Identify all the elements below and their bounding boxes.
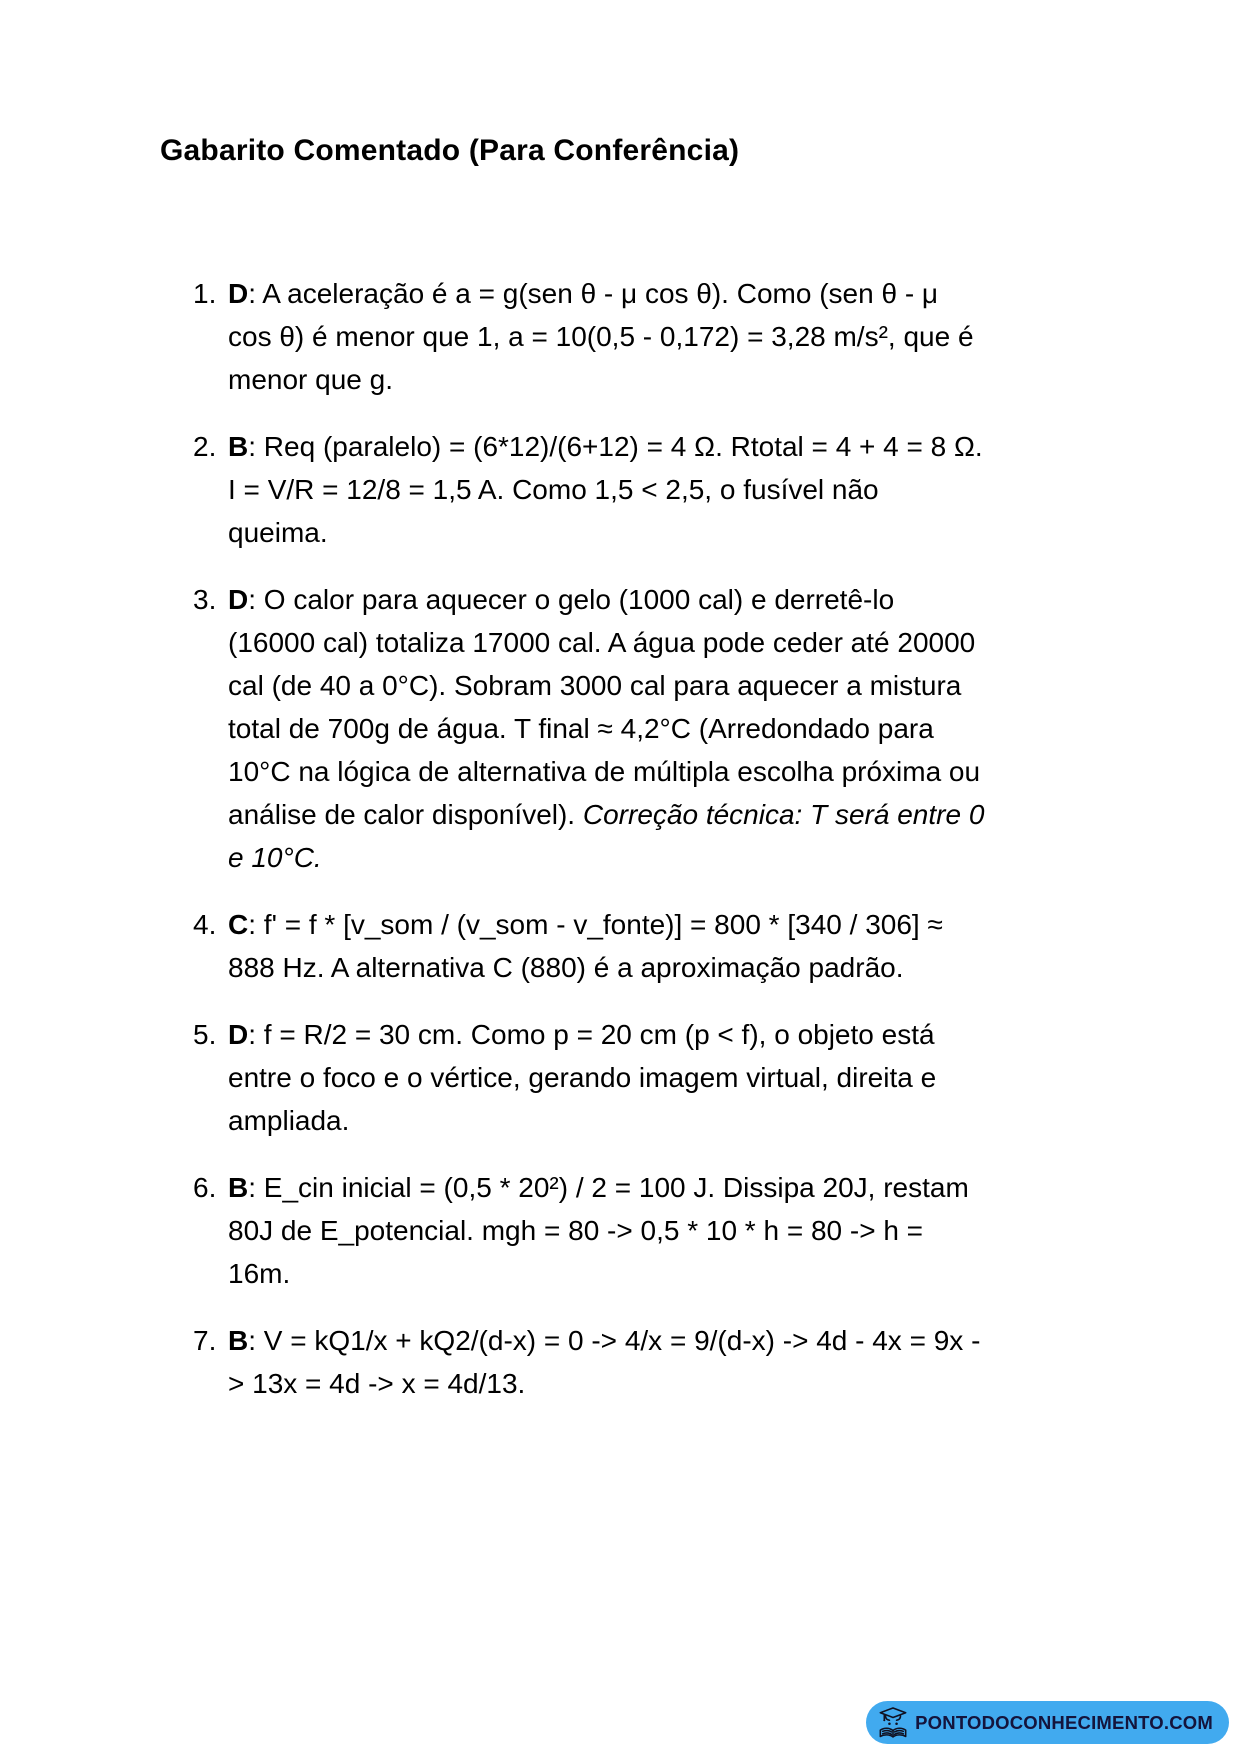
page-title: Gabarito Comentado (Para Conferência) — [160, 134, 740, 167]
answer-item — [193, 272, 985, 401]
answer-text: D: O calor para aquecer o gelo (1000 cal) e derretê-lo (16000 cal) totaliza 17000 cal. A água pode ceder até 20000 cal (de 40 a 0°C). Sobram 3000 cal para aquecer a mistura total de 700g de água. T final ≈ 4,2°C (Arredondado para 10°C na lógica de alternativa de múltipla escolha próxima ou análise de calor disponível). Correção técnica: T será entre 0 e 10°C. — [228, 584, 985, 873]
answer-number: 3. — [193, 584, 217, 615]
answer-item — [193, 425, 985, 554]
brand-name: PONTODOCONHECIMENTO.COM — [915, 1711, 1213, 1733]
answer-number: 7. — [193, 1325, 217, 1356]
answer-item — [193, 1319, 985, 1405]
answer-italic-note: Correção técnica: T será entre 0 e 10°C. — [228, 799, 985, 873]
answer-text: C: f' = f * [v_som / (v_som - v_fonte)] = 800 * [340 / 306] ≈ 888 Hz. A alternativa C (880) é a aproximação padrão. — [228, 909, 943, 983]
answer-list — [193, 272, 985, 1405]
answer-number: 6. — [193, 1172, 217, 1203]
answer-text: B: E_cin inicial = (0,5 * 20²) / 2 = 100 J. Dissipa 20J, restam 80J de E_potencial. mgh = 80 -> 0,5 * 10 * h = 80 -> h = 16m. — [228, 1172, 969, 1289]
answer-text: D: f = R/2 = 30 cm. Como p = 20 cm (p < f), o objeto está entre o foco e o vértice, gerando imagem virtual, direita e ampliada. — [228, 1019, 937, 1136]
answer-item — [193, 1166, 985, 1295]
answer-number: 1. — [193, 278, 217, 309]
answer-number: 5. — [193, 1019, 217, 1050]
answer-letter: D — [228, 278, 249, 309]
answer-text: B: Req (paralelo) = (6*12)/(6+12) = 4 Ω. Rtotal = 4 + 4 = 8 Ω. I = V/R = 12/8 = 1,5 A. Como 1,5 < 2,5, o fusível não queima. — [228, 431, 983, 548]
answer-letter: B — [228, 431, 249, 462]
answer-item — [193, 578, 985, 879]
answer-letter: B — [228, 1325, 249, 1356]
answer-text: D: A aceleração é a = g(sen θ - μ cos θ). Como (sen θ - μ cos θ) é menor que 1, a = 10(0,5 - 0,172) = 3,28 m/s², que é menor que g. — [228, 278, 974, 395]
answer-text: B: V = kQ1/x + kQ2/(d-x) = 0 -> 4/x = 9/(d-x) -> 4d - 4x = 9x -> 13x = 4d -> x = 4d/13. — [228, 1325, 981, 1399]
answer-item — [193, 1013, 985, 1142]
answer-item — [193, 903, 985, 989]
answer-letter: B — [228, 1172, 249, 1203]
answer-number: 4. — [193, 909, 217, 940]
answer-number: 2. — [193, 431, 217, 462]
brand-badge[interactable] — [866, 1701, 1229, 1744]
answer-letter: D — [228, 584, 249, 615]
graduate-student-book-icon — [874, 1704, 912, 1742]
answer-letter: C — [228, 909, 249, 940]
answer-letter: D — [228, 1019, 249, 1050]
